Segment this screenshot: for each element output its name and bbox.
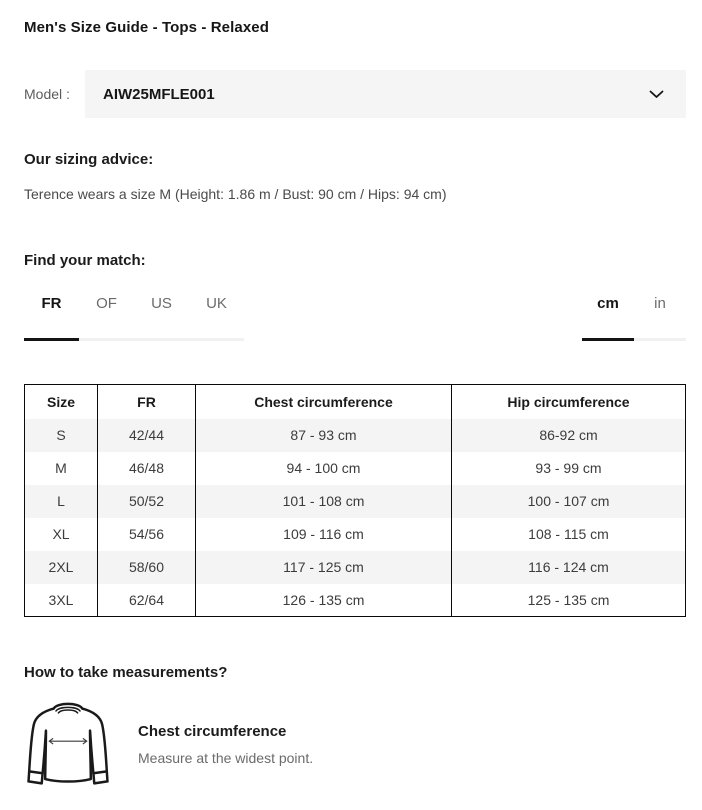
cell-size: 2XL xyxy=(25,551,98,584)
model-label: Model : xyxy=(24,86,70,102)
how-to-heading: How to take measurements? xyxy=(24,664,228,681)
col-header-chest: Chest circumference xyxy=(196,385,452,419)
cell-chest: 87 - 93 cm xyxy=(196,419,452,452)
cell-chest: 126 - 135 cm xyxy=(196,584,452,617)
cell-size: L xyxy=(25,485,98,518)
chevron-down-icon xyxy=(649,90,664,99)
unit-tab-group xyxy=(582,296,686,341)
cell-fr: 42/44 xyxy=(98,419,196,452)
unit-tab-cm[interactable]: cm xyxy=(582,296,634,341)
cell-hip: 86-92 cm xyxy=(452,419,686,452)
col-header-fr: FR xyxy=(98,385,196,419)
cell-fr: 58/60 xyxy=(98,551,196,584)
sizing-advice-text: Terence wears a size M (Height: 1.86 m / Bust: 90 cm / Hips: 94 cm) xyxy=(24,186,447,202)
table-row xyxy=(25,551,686,584)
size-table xyxy=(24,384,686,617)
cell-hip: 100 - 107 cm xyxy=(452,485,686,518)
cell-chest: 101 - 108 cm xyxy=(196,485,452,518)
table-row xyxy=(25,485,686,518)
cell-hip: 93 - 99 cm xyxy=(452,452,686,485)
cell-fr: 50/52 xyxy=(98,485,196,518)
model-select-value: AIW25MFLE001 xyxy=(103,85,215,103)
table-row xyxy=(25,452,686,485)
measurement-title: Chest circumference xyxy=(138,723,287,740)
cell-size: XL xyxy=(25,518,98,551)
tabs-row xyxy=(24,296,686,341)
cell-size: 3XL xyxy=(25,584,98,617)
cell-size: M xyxy=(25,452,98,485)
cell-hip: 116 - 124 cm xyxy=(452,551,686,584)
cell-fr: 54/56 xyxy=(98,518,196,551)
cell-chest: 109 - 116 cm xyxy=(196,518,452,551)
cell-hip: 108 - 115 cm xyxy=(452,518,686,551)
cell-hip: 125 - 135 cm xyxy=(452,584,686,617)
tab-uk[interactable]: UK xyxy=(189,296,244,341)
unit-tab-in[interactable]: in xyxy=(634,296,686,341)
table-row xyxy=(25,584,686,617)
col-header-size: Size xyxy=(25,385,98,419)
cell-fr: 46/48 xyxy=(98,452,196,485)
cell-chest: 94 - 100 cm xyxy=(196,452,452,485)
page-title: Men's Size Guide - Tops - Relaxed xyxy=(24,19,269,36)
model-row xyxy=(24,70,686,118)
sizing-advice-heading: Our sizing advice: xyxy=(24,151,154,168)
size-table-header-row xyxy=(25,385,686,419)
tab-us[interactable]: US xyxy=(134,296,189,341)
standard-tab-group xyxy=(24,296,244,341)
find-match-heading: Find your match: xyxy=(24,252,146,269)
sweater-chest-measure-icon xyxy=(24,699,112,791)
measurement-text-block xyxy=(138,724,313,766)
cell-size: S xyxy=(25,419,98,452)
model-select[interactable] xyxy=(85,70,686,118)
table-row xyxy=(25,518,686,551)
measurement-item xyxy=(24,699,686,791)
cell-chest: 117 - 125 cm xyxy=(196,551,452,584)
col-header-hip: Hip circumference xyxy=(452,385,686,419)
table-row xyxy=(25,419,686,452)
tab-fr[interactable]: FR xyxy=(24,296,79,341)
measurement-description: Measure at the widest point. xyxy=(138,750,314,766)
tab-of[interactable]: OF xyxy=(79,296,134,341)
cell-fr: 62/64 xyxy=(98,584,196,617)
